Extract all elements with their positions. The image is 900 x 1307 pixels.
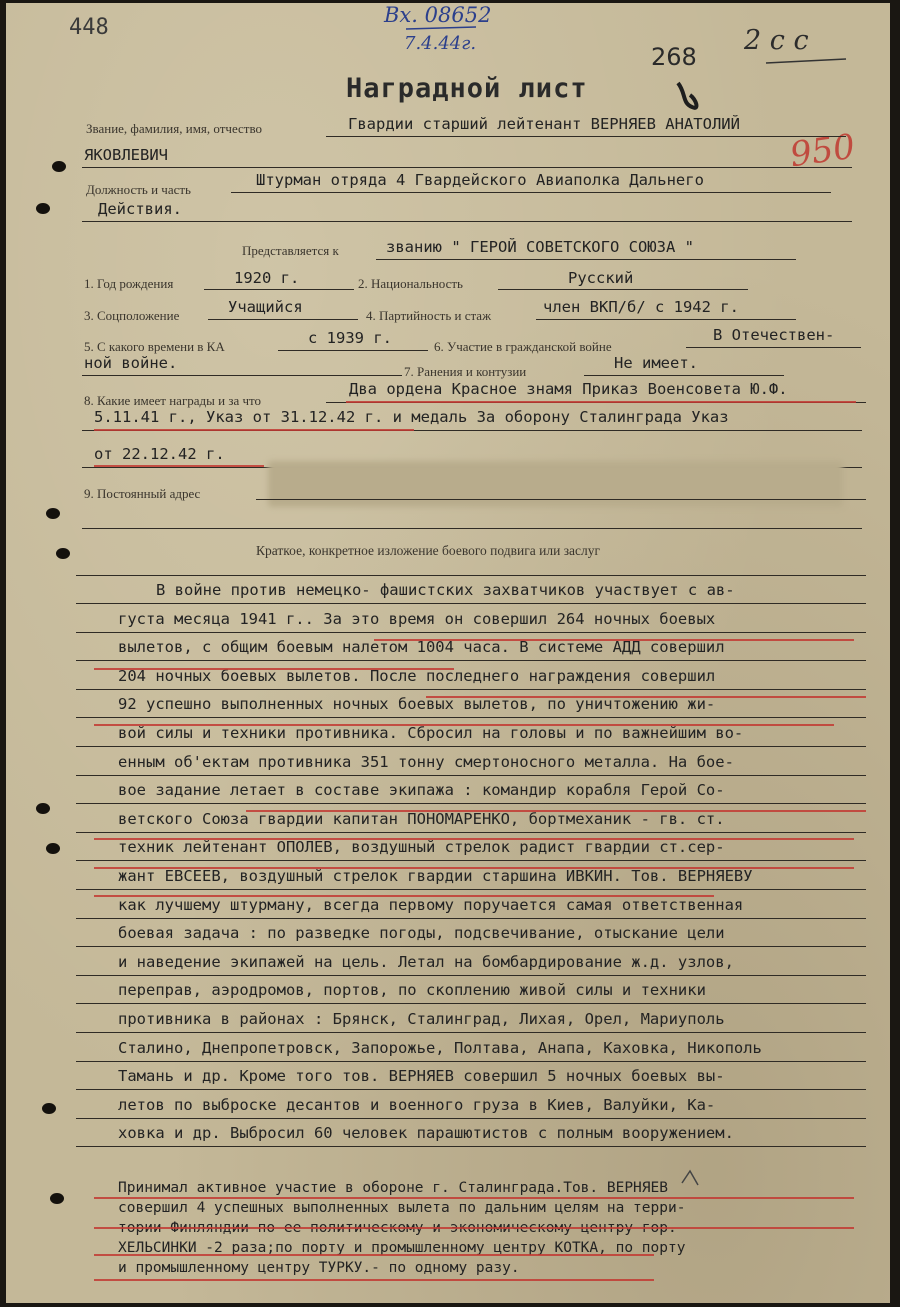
awards-line-1: Два ордена Красное знамя Приказ Военсовета Ю.Ф. (349, 380, 788, 398)
archive-date: 7.4.44г. (404, 33, 477, 54)
feat-line: Тамань и др. Кроме того тов. ВЕРНЯЕВ совершил 5 ночных боевых вы- (118, 1067, 725, 1086)
nationality-label: 2. Национальность (358, 276, 463, 291)
feat-line: вое задание летает в составе экипажа : командир корабля Герой Со- (118, 781, 725, 800)
archive-number: 448 (69, 15, 109, 40)
civil-war-value-1: В Отечествен- (713, 326, 835, 344)
feat-line: густа месяца 1941 г.. За это время он совершил 264 ночных боевых (118, 609, 716, 628)
position-value-1: Штурман отряда 4 Гвардейского Авиаполка Дальнего (256, 171, 704, 189)
social-status-value: Учащийся (228, 298, 303, 316)
feat-line: и наведение экипажей на цель. Летал на бомбардирование ж.д. узлов, (118, 952, 734, 971)
awards-line-2: 5.11.41 г., Указ от 31.12.42 г. и медаль За оборону Сталинграда Указ (94, 408, 729, 426)
address-label: 9. Постоянный адрес (84, 486, 201, 501)
name-value-1: Гвардии старший лейтенант ВЕРНЯЕВ АНАТОЛИЙ (348, 115, 740, 133)
feat-line: вой силы и техники противника. Сбросил на головы и по важнейшим во- (118, 724, 744, 742)
party-value: член ВКП/б/ с 1942 г. (543, 298, 739, 316)
feat-line: Сталино, Днепропетровск, Запорожье, Полтава, Анапа, Каховка, Никополь (118, 1038, 762, 1057)
name-value-2: ЯКОВЛЕВИЧ (84, 146, 168, 164)
sheet-number: 268 (651, 43, 697, 71)
birth-year-label: 1. Год рождения (84, 276, 174, 291)
wounds-label: 7. Ранения и контузии (404, 364, 527, 379)
feat-line: летов по выброске десантов и военного груза в Киев, Валуйки, Ка- (118, 1095, 716, 1114)
party-label: 4. Партийность и стаж (366, 308, 492, 323)
feat-line-continuation: ХЕЛЬСИНКИ -2 раза;по порту и промышленному центру КОТКА, по порту (118, 1240, 686, 1256)
civil-war-value-2: ной войне. (84, 354, 178, 372)
nationality-value: Русский (568, 269, 634, 287)
birth-year-value: 1920 г. (234, 269, 300, 287)
corner-mark: 2 с с (744, 25, 809, 56)
feat-line: ховка и др. Выбросил 60 человек парашютистов с полным вооружением. (118, 1124, 734, 1143)
archive-stamp: Вх. 08652 (384, 3, 492, 27)
feat-line: 92 успешно выполненных ночных боевых вылетов, по уничтожению жи- (118, 695, 716, 714)
feat-line: боевая задача : по разведке погоды, подсвечивание, отыскание цели (118, 924, 725, 943)
army-since-value: с 1939 г. (308, 329, 392, 347)
position-value-2: Действия. (98, 200, 182, 218)
pen-marks (6, 3, 890, 1303)
army-since-label: 5. С какого времени в КА (84, 339, 225, 354)
feat-line-continuation: тории Финляндии по ее политическому и экономическому центру гор. (118, 1220, 677, 1236)
feat-line: ветского Союза гвардии капитан ПОНОМАРЕНКО, бортмеханик - гв. ст. (118, 809, 725, 828)
feat-line: вылетов, с общим боевым налетом 1004 часа. В системе АДД совершил (118, 638, 725, 657)
feat-line: переправ, аэродромов, портов, по скоплению живой силы и техники (118, 981, 706, 1000)
nomination-label: Представляется к (242, 243, 339, 258)
red-mark: 950 (787, 126, 858, 176)
feat-line: жант ЕВСЕЕВ, воздушный стрелок гвардии старшина ИВКИН. Тов. ВЕРНЯЕВУ (118, 867, 753, 885)
document-title: Наградной лист (346, 73, 588, 104)
feat-line: техник лейтенант ОПОЛЕВ, воздушный стрелок радист гвардии ст.сер- (118, 838, 725, 857)
feat-line-continuation: Принимал активное участие в обороне г. Сталинграда.Тов. ВЕРНЯЕВ (118, 1180, 668, 1196)
social-status-label: 3. Соцположение (84, 308, 180, 323)
civil-war-label: 6. Участие в гражданской войне (434, 339, 612, 354)
awards-line-3: от 22.12.42 г. (94, 445, 225, 463)
feat-line-continuation: совершил 4 успешных выполненных вылета по дальним целям на терри- (118, 1200, 686, 1216)
feat-heading: Краткое, конкретное изложение боевого подвига или заслуг (256, 543, 601, 558)
awards-label: 8. Какие имеет награды и за что (84, 393, 262, 408)
wounds-value: Не имеет. (614, 354, 698, 372)
feat-line-continuation: и промышленному центру ТУРКУ.- по одному разу. (118, 1260, 520, 1276)
position-label: Должность и часть (86, 182, 191, 197)
feat-line: как лучшему штурману, всегда первому поручается самая ответственная (118, 895, 744, 914)
feat-line: противника в районах : Брянск, Сталинград, Лихая, Орел, Мариуполь (118, 1010, 725, 1028)
award-sheet (6, 3, 890, 1303)
feat-line: 204 ночных боевых вылетов. После последнего награждения совершил (118, 666, 716, 685)
feat-line: В войне против немецко- фашистских захватчиков участвует с ав- (156, 581, 735, 599)
feat-line: енным об'ектам противника 351 тонну смертоносного металла. На бое- (118, 752, 734, 771)
name-label: Звание, фамилия, имя, отчество (86, 121, 263, 136)
nomination-value: званию " ГЕРОЙ СОВЕТСКОГО СОЮЗА " (386, 238, 694, 256)
